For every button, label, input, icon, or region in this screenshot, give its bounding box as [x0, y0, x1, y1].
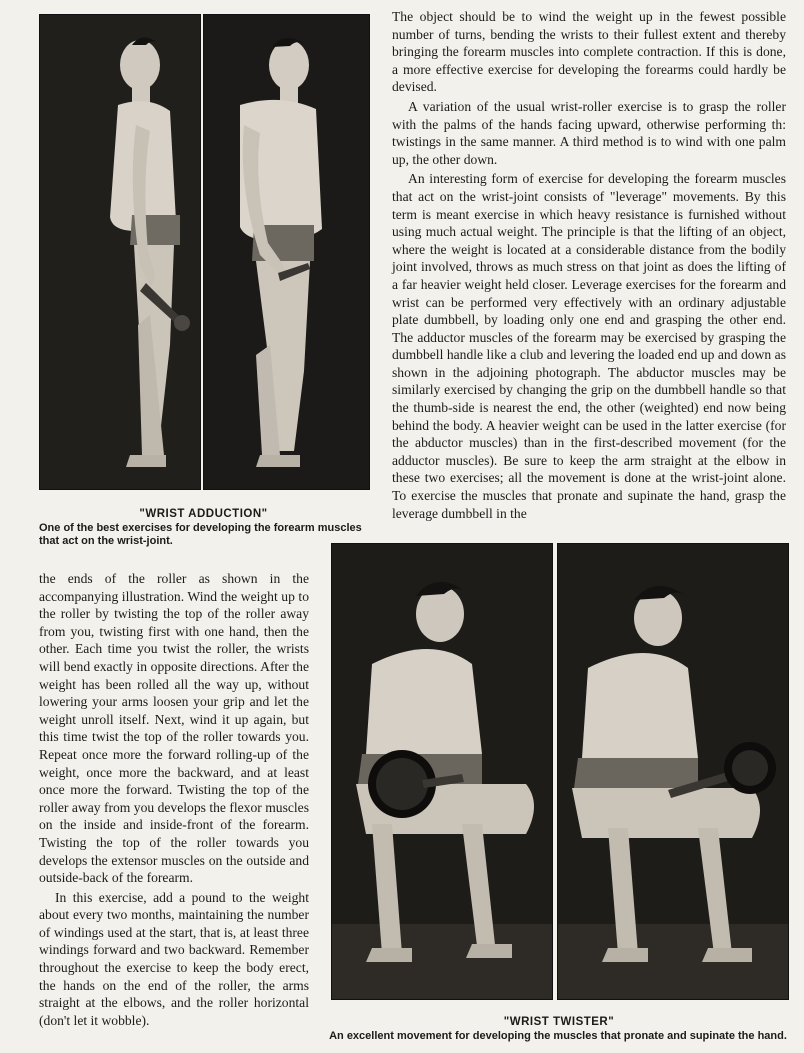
article-text-right-column	[392, 8, 786, 524]
paragraph-2: A variation of the usual wrist-roller exercise is to grasp the roller with the palms of the hands facing upward, otherwise performing th: twistings in the same manner. A third method is to wind with one palm up, the other down.	[392, 98, 786, 167]
paragraph-1: The object should be to wind the weight up in the fewest possible number of turns, bending the wrists to their fullest extent and thereby bringing the forearm muscles into complete contraction. If this is done, a more effective exercise for developing the forearms could hardly be devised.	[392, 9, 786, 95]
photo-wrist-adduction-right	[203, 14, 370, 490]
article-text-left-column	[39, 570, 309, 1031]
caption-title-wrist-twister: "WRIST TWISTER"	[503, 1016, 615, 1028]
photo-wrist-twister-right	[557, 543, 789, 1000]
photo-wrist-adduction-left	[39, 14, 201, 490]
photo-wrist-twister-left	[331, 543, 553, 1000]
caption-title-wrist-adduction: "WRIST ADDUCTION"	[139, 508, 268, 520]
paragraph-5: In this exercise, add a pound to the weight about every two months, maintaining the number of windings used at the start, that is, at least three windings forward and two backward. Remember throughout the exercise to keep the body erect, the hands on the end of the roller, the arms straight at the elbows, and the roller horizontal (don't let it wobble).	[39, 889, 309, 1028]
caption-desc-wrist-adduction: One of the best exercises for developing the forearm muscles that act on the wrist-joint.	[39, 522, 362, 547]
paragraph-4: the ends of the roller as shown in the accompanying illustration. Wind the weight up to the roller by twisting the top of the roller away from you, twisting first with one hand, then the other. Each time you twist the roller, the wrists will bend exactly in opposite directions. After the weight has been rolled all the way up, without lowering your arms loosen your grip and let the weight unroll itself. Next, wind it up again, but this time twist the top of the roller towards you. Repeat once more the forward rolling-up of the weight, once more the backward, and at least once more the forward. Twisting the top of the roller away from you develops the flexor muscles on the inside and inside-front of the forearm. Twisting the top of the roller towards you develops the extensor muscles on the outside and outside-back of the forearm.	[39, 571, 309, 886]
paragraph-3: An interesting form of exercise for developing the forearm muscles that act on the wrist-joint consists of "leverage" movements. By this term is meant exercise in which heavy resistance is furnished without using much actual weight. The principle is that the lifting of an object, where the weight is located at a considerable distance from the bodily joint involved, throws as much stress on that joint as does the lifting of a far heavier weight held closer. Leverage exercises for the forearm and wrist can be performed very effectively with an ordinary adjustable plate dumbbell, by loading only one end and grasping the other end. The adductor muscles of the forearm may be exercised by grasping the dumbbell handle like a club and levering the loaded end up and down as shown in the adjoining photograph. The abductor muscles may be similarly exercised by changing the grip on the dumbbell handle so that the thumb-side is nearest the end, the other (weighted) end now being behind the body. A heavier weight can be used in the latter exercise (for the abductor muscles) than in the first-described movement (for the adductor muscles). Be sure to keep the arm straight at the elbow in these two exercises; all the movement is done at the wrist-joint alone. To exercise the muscles that pronate and supinate the hand, grasp the leverage dumbbell in the	[392, 171, 786, 521]
caption-desc-wrist-twister: An excellent movement for developing the muscles that pronate and supinate the hand.	[329, 1030, 787, 1042]
